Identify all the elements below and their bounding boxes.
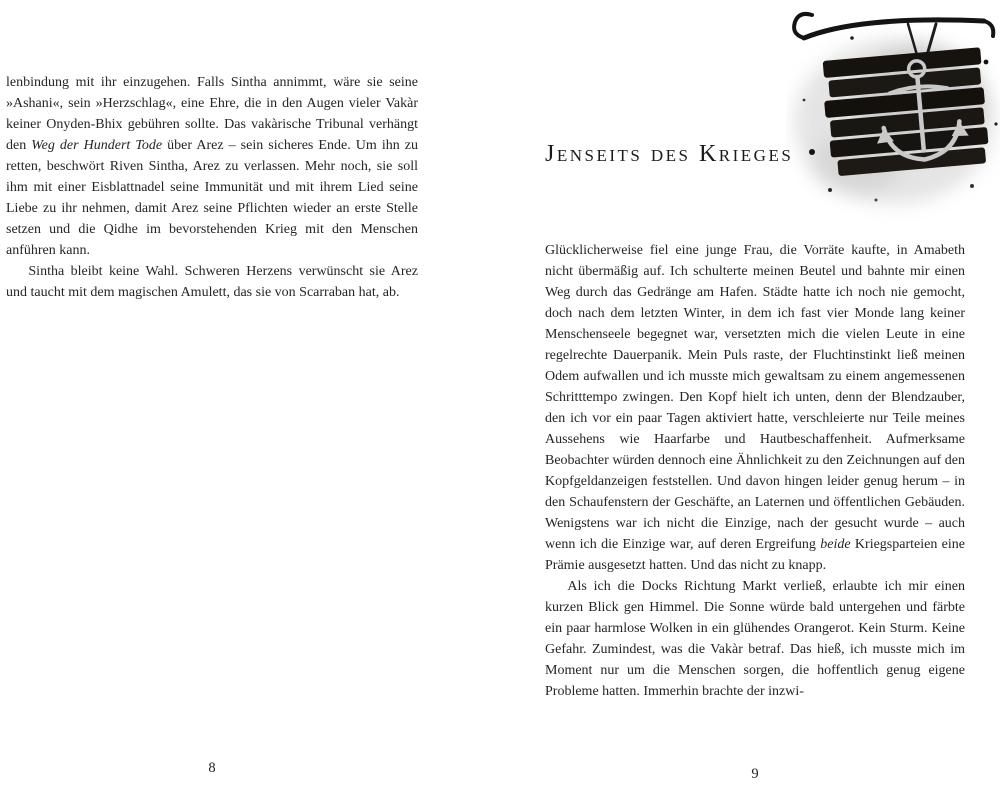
anchor-illustration <box>786 4 1000 224</box>
left-page-number: 8 <box>208 760 216 776</box>
left-page-text <box>6 72 418 372</box>
paragraph: Als ich die Docks Richtung Markt verließ, erlaubte ich mir einen kurzen Blick gen Himmel. Die Sonne würde bald untergehen und färbte ein paar harmlose Wolken in ein glühendes Orangerot. Kein Sturm. Keine Gefahr. Zumindest, was die Vakàr betraf. Das hieß, ich musste mich im Moment nur um die Menschen sorgen, die hoffentlich genug eigene Probleme hatten. Immerhin brachte der inzwi- <box>545 579 965 699</box>
right-page-text <box>545 240 965 764</box>
paragraph: Sintha bleibt keine Wahl. Schweren Herzens verwünscht sie Arez und taucht mit dem magischen Amulett, das sie von Scarraban hat, ab. <box>6 264 418 300</box>
anchor-illustration-svg <box>786 4 1000 224</box>
right-page-number: 9 <box>751 766 759 782</box>
chapter-title: Jenseits des Krieges <box>545 141 794 167</box>
paragraph: lenbindung mit ihr einzugehen. Falls Sintha annimmt, wäre sie seine »Ashani«, sein »Herzschlag«, eine Ehre, die in den Augen vieler Vakàr keiner Onyden-Bhix gebühren sollte. Das vakàrische Tribunal verhängt den Weg der Hundert Tode über Arez – sein sicheres Ende. Um ihn zu retten, beschwört Riven Sintha, Arez zu verlassen. Mehr noch, sie soll ihm mit einer Eisblattnadel seine Immunität und mit ihrem Lied seine Liebe zu ihr nehmen, damit Arez seine Pflichten wieder an erste Stelle setzen und die Qidhe im bevorstehenden Krieg mit den Menschen anführen kann. <box>6 75 418 258</box>
paragraph: Glücklicherweise fiel eine junge Frau, die Vorräte kaufte, in Amabeth nicht übermäßig auf. Ich schulterte meinen Beutel und bahnte mir einen Weg durch das Gedränge am Hafen. Städte hatte ich noch nie gemocht, doch nach dem letzten Winter, in dem ich fast vier Monde lang keiner Menschenseele begegnet war, versetzten mich die vielen Leute in eine regelrechte Dauerpanik. Mein Puls raste, der Fluchtinstinkt ließ meinen Odem aufwallen und ich musste mich gewaltsam zu einem angemessenen Schritttempo zwingen. Den Kopf hielt ich unten, denn der Blendzauber, den ich vor ein paar Tagen aktiviert hatte, verschleierte nur Teile meines Aussehens wie Haarfarbe und Hautbeschaffenheit. Aufmerksame Beobachter würden dennoch eine Ähnlichkeit zu den Zeichnungen auf den Kopfgeldanzeigen feststellen. Und davon hingen leider genug herum – in den Schaufenstern der Geschäfte, an Laternen und öffentlichen Gebäuden. Wenigstens war ich nicht die Einzige, nach der gesucht wurde – auch wenn ich die Einzige war, auf deren Ergreifung beide Kriegsparteien eine Prämie ausgesetzt hatten. Und das nicht zu knapp. <box>545 243 965 573</box>
